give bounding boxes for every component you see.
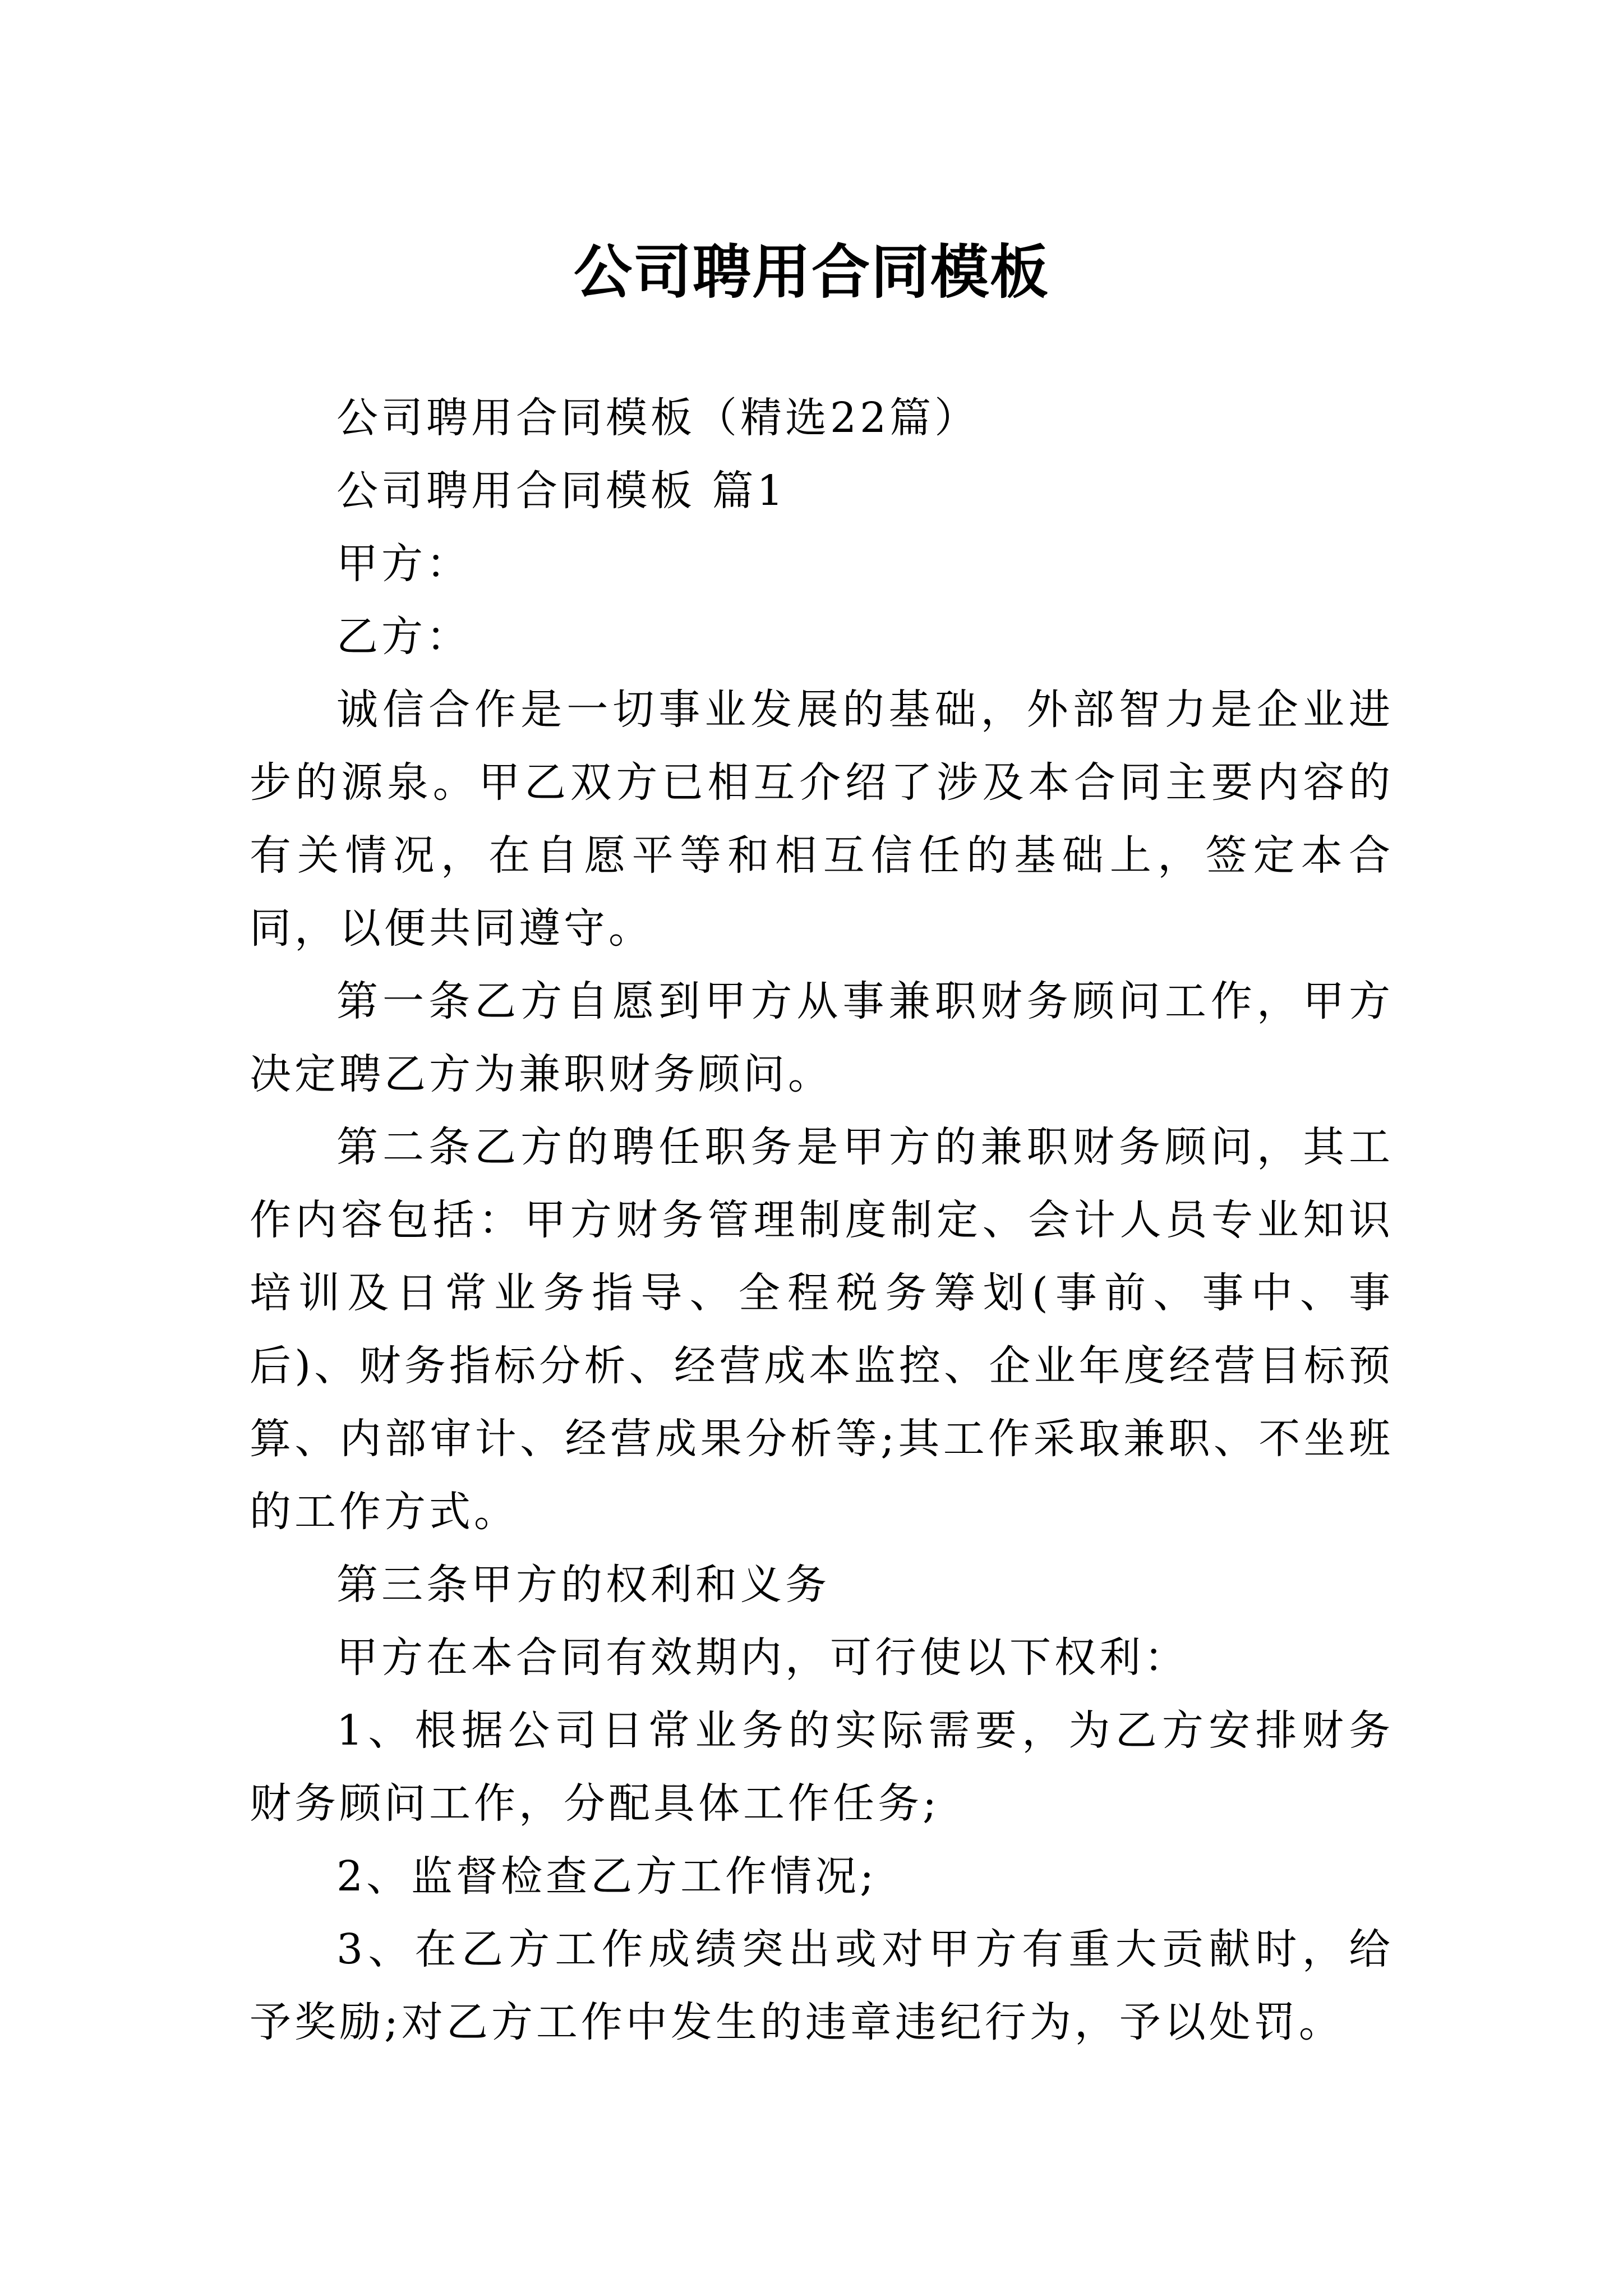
paragraph-right-1: 1、根据公司日常业务的实际需要，为乙方安排财务财务顾问工作，分配具体工作任务; <box>250 1706 1394 1828</box>
document-body <box>250 381 1394 2059</box>
paragraph-rights-intro: 甲方在本合同有效期内，可行使以下权利： <box>336 1634 1189 1682</box>
paragraph-section-heading: 公司聘用合同模板 篇1 <box>336 467 787 515</box>
paragraph-subtitle: 公司聘用合同模板（精选22篇） <box>336 394 980 442</box>
paragraph-right-3: 3、在乙方工作成绩突出或对甲方有重大贡献时，给予奖励;对乙方工作中发生的违章违纪行为，予以处罚。 <box>250 1925 1394 2046</box>
paragraph-party-a: 甲方： <box>336 540 471 588</box>
paragraph-article-2: 第二条乙方的聘任职务是甲方的兼职财务顾问，其工作内容包括：甲方财务管理制度制定、会计人员专业知识培训及日常业务指导、全程税务筹划(事前、事中、事后)、财务指标分析、经营成本监控、企业年度经营目标预算、内部审计、经营成果分析等;其工作采取兼职、不坐班的工作方式。 <box>250 1123 1394 1536</box>
paragraph-right-2: 2、监督检查乙方工作情况; <box>336 1852 878 1901</box>
paragraph-article-3: 第三条甲方的权利和义务 <box>336 1561 830 1609</box>
document-title: 公司聘用合同模板 <box>573 237 1049 306</box>
paragraph-party-b: 乙方： <box>336 613 471 661</box>
paragraph-article-1: 第一条乙方自愿到甲方从事兼职财务顾问工作，甲方决定聘乙方为兼职财务顾问。 <box>250 977 1394 1098</box>
paragraph-preamble: 诚信合作是一切事业发展的基础，外部智力是企业进步的源泉。甲乙双方已相互介绍了涉及本合同主要内容的有关情况，在自愿平等和相互信任的基础上，签定本合同，以便共同遵守。 <box>250 685 1394 953</box>
